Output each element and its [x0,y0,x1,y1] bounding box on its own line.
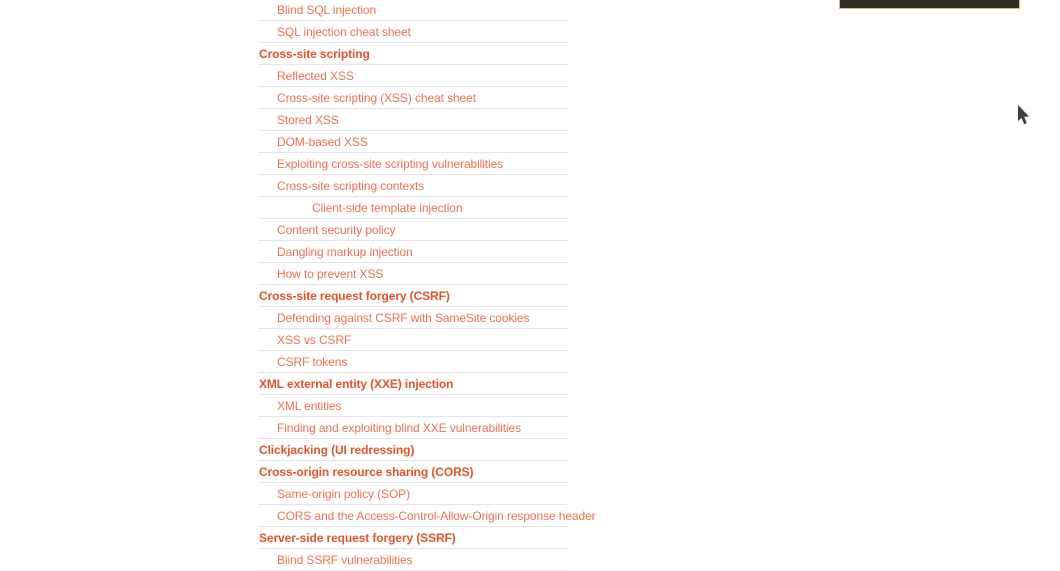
nav-section-header[interactable] [258,439,568,461]
nav-item[interactable] [258,307,568,329]
nav-item-label: How to prevent XSS [277,267,384,281]
nav-item-label: XML external entity (XXE) injection [259,377,454,391]
nav-item-label: Client-side template injection [312,201,463,215]
nav-item-label: Stored XSS [277,113,339,127]
nav-item[interactable] [258,329,568,351]
topics-nav-list [258,0,596,571]
nav-item-label: Defending against CSRF with SameSite cookies [277,311,530,325]
nav-item-label: XML entities [277,399,342,413]
nav-item[interactable] [258,263,568,285]
nav-item[interactable] [258,0,568,21]
nav-item[interactable] [258,109,568,131]
nav-item-label: Cross-site scripting contexts [277,179,425,193]
nav-item-label: Same-origin policy (SOP) [277,487,410,501]
nav-item[interactable] [258,87,568,109]
nav-item[interactable] [258,219,568,241]
nav-item[interactable] [258,197,568,219]
nav-section-header[interactable] [258,373,568,395]
nav-section-header[interactable] [258,461,568,483]
nav-item[interactable] [258,241,568,263]
nav-item-label: DOM-based XSS [277,135,368,149]
nav-item[interactable] [258,65,568,87]
nav-item[interactable] [258,351,568,373]
nav-item[interactable] [258,483,568,505]
nav-item-label: Dangling markup injection [277,245,413,259]
nav-section-header[interactable] [258,43,568,65]
nav-item[interactable] [258,395,568,417]
nav-item[interactable] [258,153,568,175]
nav-item-label: Reflected XSS [277,69,354,83]
nav-item-label: Server-side request forgery (SSRF) [259,531,456,545]
nav-item-label: Clickjacking (UI redressing) [259,443,415,457]
nav-item-label: CORS and the Access-Control-Allow-Origin response header [277,509,596,523]
nav-item-label: CSRF tokens [277,355,348,369]
nav-item[interactable] [258,175,568,197]
nav-item[interactable] [258,131,568,153]
nav-item-label: Cross-site scripting [259,47,370,61]
nav-item-label: XSS vs CSRF [277,333,352,347]
nav-item-label: SQL injection cheat sheet [277,25,411,39]
nav-item-label: Cross-site scripting (XSS) cheat sheet [277,91,476,105]
nav-item-label: Cross-site request forgery (CSRF) [259,289,450,303]
nav-item[interactable] [258,505,596,527]
nav-item-label: Exploiting cross-site scripting vulnerabilities [277,157,504,171]
dark-overlay-bar-fragment [839,0,1020,9]
nav-item[interactable] [258,21,568,43]
nav-item-label: Content security policy [277,223,396,237]
nav-item-label: Finding and exploiting blind XXE vulnerabilities [277,421,522,435]
nav-item[interactable] [258,549,568,571]
nav-item-label: Blind SQL injection [277,3,377,17]
nav-section-header[interactable] [258,285,568,307]
nav-section-header[interactable] [258,527,568,549]
mouse-pointer-icon [1017,105,1030,126]
nav-item-label: Cross-origin resource sharing (CORS) [259,465,474,479]
nav-item-label: Blind SSRF vulnerabilities [277,553,413,567]
nav-item[interactable] [258,417,568,439]
